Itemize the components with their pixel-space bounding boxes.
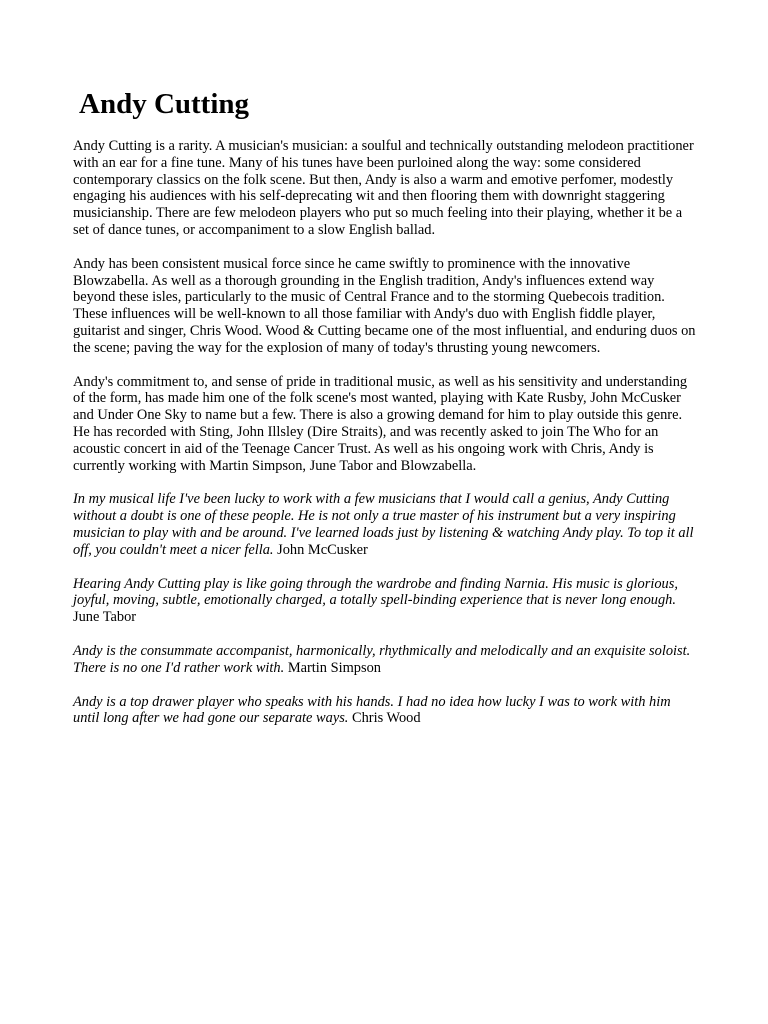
document-page — [73, 84, 697, 744]
testimonial-quote — [73, 643, 697, 677]
body-paragraph: Andy Cutting is a rarity. A musician's musician: a soulful and technically outstanding melodeon practitioner with an ear for a fine tune. Many of his tunes have been purloined along the way: some considered contemporary classics on the folk scene. But then, Andy is also a warm and emotive perfomer, modestly engaging his audiences with his self-deprecating wit and then flooring them with downright staggering musicianship. There are few melodeon players who put so much feeling into their playing, whether it be a set of dance tunes, or accompaniment to a slow English ballad. — [73, 138, 694, 238]
quote-author: June Tabor — [73, 609, 137, 626]
body-paragraph: Andy has been consistent musical force since he came swiftly to prominence with the innovative Blowzabella. As well as a thorough grounding in the English tradition, Andy's influences extend way beyond these isles, particularly to the music of Central France and to the storming Quebecois tradition. These influences will be well-known to all those familiar with Andy's duo with English fiddle player, guitarist and singer, Chris Wood. Wood & Cutting became one of the most influential, and enduring duos on the scene; paving the way for the explosion of many of today's thrusting young newcomers. — [73, 255, 696, 356]
testimonial-quote — [73, 576, 697, 626]
testimonial-quote — [73, 491, 697, 558]
quote-author: Chris Wood — [352, 710, 421, 727]
quote-text: Andy is a top drawer player who speaks with his hands. I had no idea how lucky I was to work with him until long after we had gone our separate ways. — [73, 693, 671, 727]
page-title: Andy Cutting — [79, 88, 250, 120]
quote-author: Martin Simpson — [287, 659, 381, 676]
quote-text: Hearing Andy Cutting play is like going through the wardrobe and finding Narnia. His music is glorious, joyful, moving, subtle, emotionally charged, a totally spell-binding experience that is never long enough. — [73, 575, 678, 609]
quote-text: In my musical life I've been lucky to work with a few musicians that I would call a genius, Andy Cutting without a doubt is one of these people. He is not only a true master of his instrument but a very inspiring musician to play with and be around. I've learned loads just by listening & watching Andy play. To top it all off, you couldn't meet a nicer fella. — [73, 491, 694, 558]
quote-text: Andy is the consummate accompanist, harmonically, rhythmically and melodically and an exquisite soloist. There is no one I'd rather work with. — [73, 642, 691, 676]
body-paragraph: Andy's commitment to, and sense of pride in traditional music, as well as his sensitivity and understanding of the form, has made him one of the folk scene's most wanted, playing with Kate Rusby, John McCusker and Under One Sky to name but a few. There is also a growing demand for him to play outside this genre. He has recorded with Sting, John Illsley (Dire Straits), and was recently asked to join The Who for an acoustic concert in aid of the Teenage Cancer Trust. As well as his ongoing work with Chris, Andy is currently working with Martin Simpson, June Tabor and Blowzabella. — [73, 373, 688, 474]
quote-author: John McCusker — [277, 541, 368, 558]
testimonial-quote — [73, 694, 697, 728]
